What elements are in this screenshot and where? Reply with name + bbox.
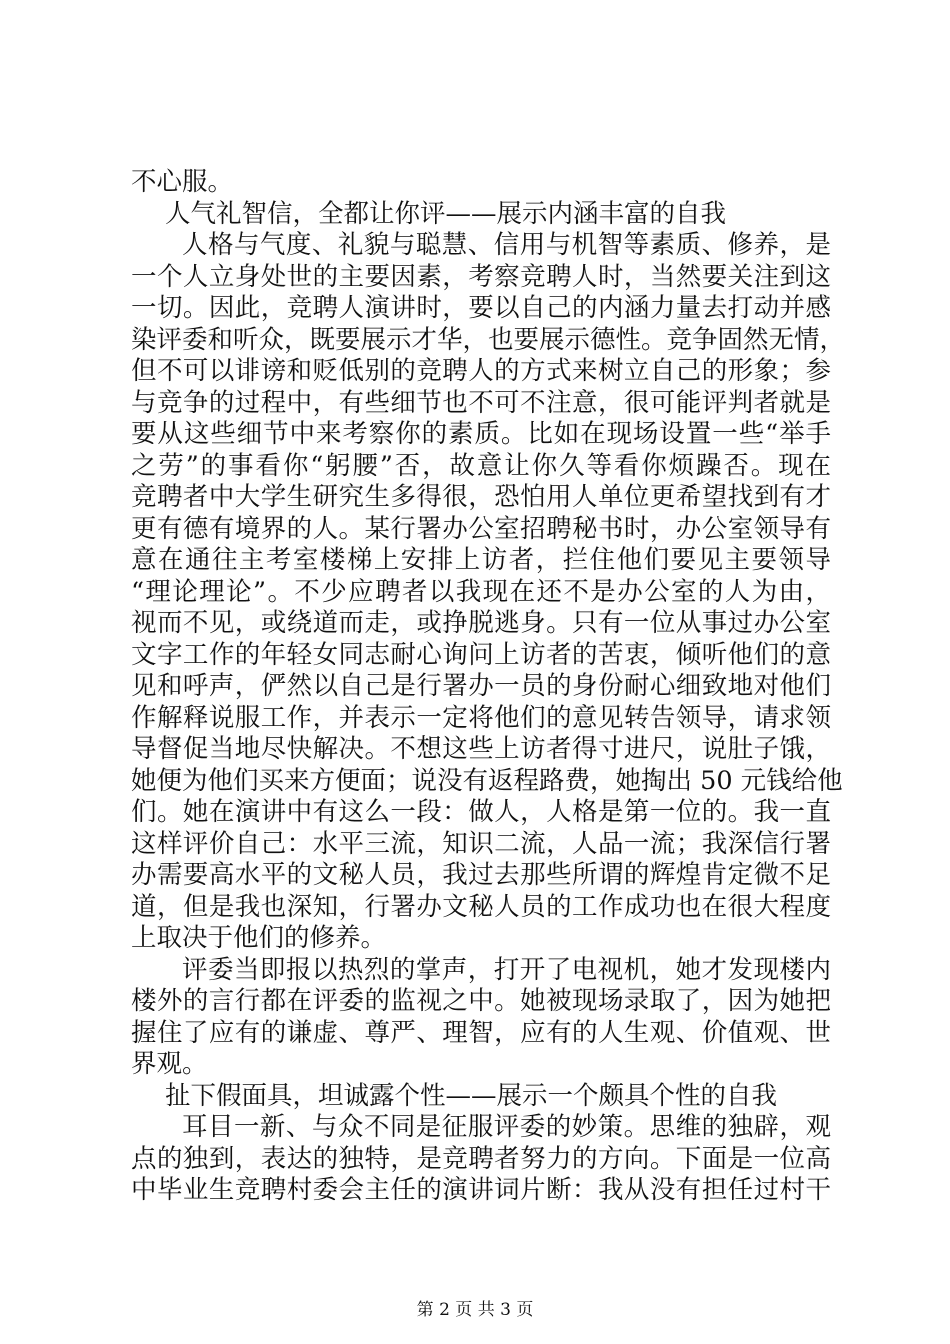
paragraph-line: 一个人立身处世的主要因素，考察竞聘人时，当然要关注到这 [131, 261, 831, 292]
paragraph-line: 办需要高水平的文秘人员，我过去那些所谓的辉煌肯定微不足 [131, 860, 831, 890]
page-number-label: 第 2 页 共 3 页 [416, 1300, 534, 1320]
paragraph-line: 竞聘者中大学生研究生多得很，恐怕用人单位更希望找到有才 [131, 482, 831, 512]
paragraph-line: 握住了应有的谦虚、尊严、理智，应有的人生观、价值观、世 [131, 1017, 831, 1048]
paragraph-line: 人格与气度、礼貌与聪慧、信用与机智等素质、修养，是 [182, 230, 831, 260]
paragraph-line: 见和呼声，俨然以自己是行署办一员的身份耐心细致地对他们 [131, 671, 831, 701]
paragraph-line: 们。她在演讲中有这么一段：做人，人格是第一位的。我一直 [131, 797, 831, 827]
paragraph-line: 要从这些细节中来考察你的素质。比如在现场设置一些“举手 [131, 419, 831, 449]
section-heading: 扯下假面具，坦诚露个性——展示一个颇具个性的自我 [165, 1080, 778, 1111]
paragraph-line: 文字工作的年轻女同志耐心询问上访者的苦衷，倾听他们的意 [131, 639, 831, 670]
paragraph-line: 不心服。 [131, 167, 234, 197]
paragraph-line: 中毕业生竞聘村委会主任的演讲词片断：我从没有担任过村干 [131, 1175, 831, 1205]
paragraph-line: 耳目一新、与众不同是征服评委的妙策。思维的独辟，观 [182, 1112, 831, 1142]
paragraph-line: 之劳”的事看你“躬腰”否，故意让你久等看你烦躁否。现在 [131, 450, 831, 481]
paragraph-line: 作解释说服工作，并表示一定将他们的意见转告领导，请求领 [131, 702, 831, 733]
page-footer [0, 1300, 950, 1320]
paragraph-line: 染评委和听众，既要展示才华，也要展示德性。竞争固然无情， [131, 324, 846, 355]
paragraph-line: 上取决于他们的修养。 [131, 923, 387, 953]
document-body [131, 167, 846, 1207]
paragraph-line: 点的独到，表达的独特，是竞聘者努力的方向。下面是一位高 [131, 1143, 831, 1174]
paragraph-line: 界观。 [131, 1049, 208, 1079]
paragraph-line: 更有德有境界的人。某行署办公室招聘秘书时，办公室领导有 [131, 513, 831, 544]
paragraph-line: 但不可以诽谤和贬低别的竞聘人的方式来树立自己的形象；参 [131, 356, 831, 386]
paragraph-line: 这样评价自己：水平三流，知识二流，人品一流；我深信行署 [131, 828, 831, 859]
paragraph-line: 楼外的言行都在评委的监视之中。她被现场录取了，因为她把 [131, 986, 831, 1016]
paragraph-line: 导督促当地尽快解决。不想这些上访者得寸进尺，说肚子饿， [131, 734, 831, 764]
paragraph-line: 与竞争的过程中，有些细节也不可不注意，很可能评判者就是 [131, 387, 831, 418]
section-heading: 人气礼智信，全都让你评——展示内涵丰富的自我 [165, 198, 727, 229]
paragraph-line: 评委当即报以热烈的掌声，打开了电视机，她才发现楼内 [182, 954, 831, 985]
paragraph-line: 她便为他们买来方便面；说没有返程路费，她掏出 50 元钱给他 [131, 765, 843, 796]
paragraph-line: 视而不见，或绕道而走，或挣脱逃身。只有一位从事过办公室 [131, 608, 831, 638]
paragraph-line: 意在通往主考室楼梯上安排上访者，拦住他们要见主要领导 [131, 545, 831, 575]
paragraph-line: “理论理论”。不少应聘者以我现在还不是办公室的人为由， [131, 576, 831, 607]
paragraph-line: 道，但是我也深知，行署办文秘人员的工作成功也在很大程度 [131, 891, 831, 922]
paragraph-line: 一切。因此，竞聘人演讲时，要以自己的内涵力量去打动并感 [131, 293, 831, 323]
